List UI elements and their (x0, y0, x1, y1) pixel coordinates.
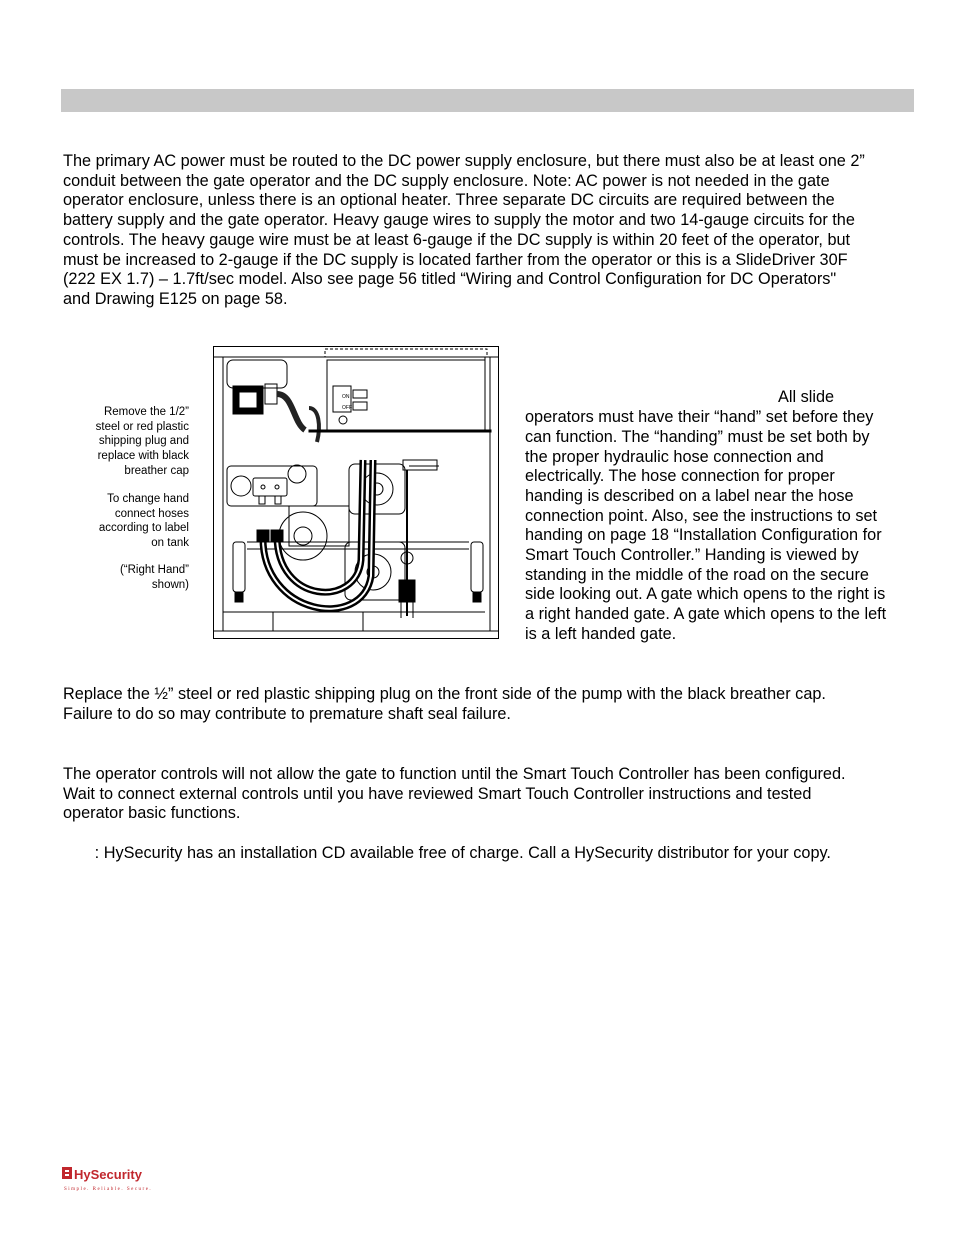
hysecurity-logo (62, 1164, 152, 1192)
callout-breather-plug: Remove the 1/2” steel or red plastic shipping plug and replace with black breather cap (95, 406, 189, 477)
logo-tagline: Simple. Reliable. Secure. (64, 1187, 152, 1192)
hysecurity-logo-mark (62, 1167, 72, 1179)
breather-cap-paragraph: Replace the ½” steel or red plastic shipping plug on the front side of the pump with the black breather cap. Failure to do so may contribute to premature shaft seal failure. (63, 685, 826, 723)
controls-paragraph: The operator controls will not allow the gate to function until the Smart Touch Controller has been configured. Wait to connect external controls until you have reviewed Smart Touch Controller instructions and tested operator basic functions. (63, 765, 846, 823)
handing-paragraph (525, 349, 915, 664)
handing-paragraph-text: All slide operators must have their “hand” set before they can function. The “handing” must be set both by the proper hydraulic hose connection and electrically. The hose connection for proper handing is described on a label near the hose connection point. Also, see the instructions to set handing on page 18 “Installation Configuration for Smart Touch Controller.” Handing is viewed by standing in the middle of the road on the secure side looking out. A gate which opens to the right is a right handed gate. A gate which opens to the left is a left handed gate. (525, 388, 887, 643)
power-routing-paragraph: The primary AC power must be routed to the DC power supply enclosure, but there must also be at least one 2” conduit between the gate operator and the DC supply enclosure. Note: AC power is not needed in the gate operator enclosure, unless there is an optional heater. Three separate DC circuits are required between the battery supply and the gate operator. Heavy gauge wires to supply the motor and two 14-gauge circuits for the controls. The heavy gauge wire must be at least 6-gauge if the DC supply is within 20 feet of the operator, but must be increased to 2-gauge if the DC supply is located farther from the operator or this is a SlideDriver 30F (222 EX 1.7) – 1.7ft/sec model. Also see page 56 titled “Wiring and Control Configuration for DC Operators" and Drawing E125 on page 58. (63, 152, 865, 308)
callout-right-hand: (“Right Hand” shown) (119, 564, 189, 591)
logo-brand: HySecurity (74, 1167, 142, 1182)
switch-on-label: ON (342, 394, 350, 400)
switch-off-label: OFF (342, 405, 352, 411)
callout-change-hand: To change hand connect hoses according to label on tank (98, 493, 189, 550)
section-header-bar (61, 89, 914, 112)
installation-cd-note: : HySecurity has an installation CD available free of charge. Call a HySecurity distributor for your copy. (63, 844, 831, 862)
gate-operator-diagram (213, 346, 500, 640)
